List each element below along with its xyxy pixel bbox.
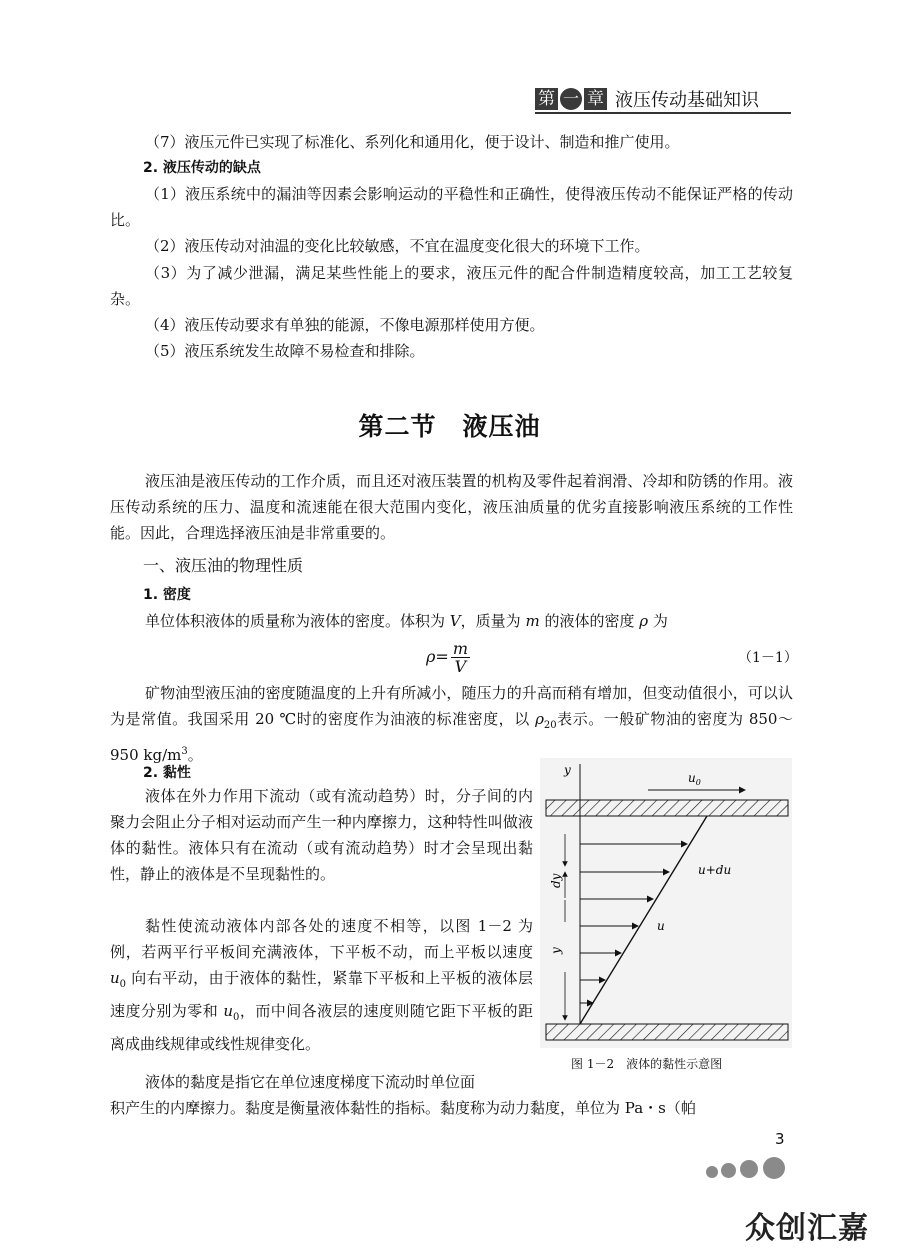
chapter-title: 液压传动基础知识 — [615, 90, 759, 111]
viscosity-paragraph-3-line-2: 积产生的内摩擦力。黏度是衡量液体黏性的指标。黏度称为动力黏度，单位为 Pa・s（帕 — [110, 1099, 696, 1117]
lower-plate — [546, 1024, 788, 1040]
equation-number: （1－1） — [738, 650, 798, 666]
disadvantage-item-5: （5）液压系统发生故障不易检查和排除。 — [145, 342, 425, 360]
dot-decoration — [763, 1157, 785, 1179]
density-paragraph: 矿物油型液压油的密度随温度的上升有所减小，随压力的升高而稍有增加，但变动值很小，可以认为是常值。我国采用 20 ℃时的密度作为油液的标准密度，以 $\rho_{20}$表示。一般矿物油的密度为 850～950 $kg/m^3$。 — [110, 684, 793, 764]
viscosity-paragraph-3-line-1: 液体的黏度是指它在单位速度梯度下流动时单位面 — [145, 1073, 476, 1091]
dot-decoration — [740, 1160, 758, 1178]
page-number: 3 — [775, 1130, 785, 1148]
chapter-char-2: 章 — [584, 88, 607, 110]
disadvantage-item-4: （4）液压传动要求有单独的能源，不像电源那样使用方便。 — [145, 316, 545, 334]
watermark-logo: 众创汇嘉 — [745, 1211, 869, 1246]
viscosity-paragraph-2: 黏性使流动液体内部各处的速度不相等，以图 1－2 为例，若两平行平板间充满液体，下平板不动，而上平板以速度 $u_0$ 向右平动，由于液体的黏性，紧靠下平板和上平板的液体层速度分别为零和 $u_0$，而中间各液层的速度则随它距下平板的距离成曲线规律或线性规律变化。 — [110, 917, 533, 1053]
figure-caption: 图 1－2 液体的黏性示意图 — [571, 1057, 723, 1071]
disadvantage-item-3: （3）为了减少泄漏，满足某些性能上的要求，液压元件的配合件制造精度较高，加工工艺较复杂。 — [110, 264, 793, 308]
dot-decoration — [706, 1166, 718, 1178]
u-plus-du-label: u+du — [698, 863, 732, 877]
u-label: u — [657, 919, 665, 933]
chapter-number: 一 — [560, 88, 582, 110]
intro-paragraph: 液压油是液压传动的工作介质，而且还对液压装置的机构及零件起着润滑、冷却和防锈的作用。液压传动系统的压力、温度和流速能在很大范围内变化，液压油质量的优劣直接影响液压系统的工作性能。因此，合理选择液压油是非常重要的。 — [110, 472, 793, 542]
viscosity-diagram — [540, 758, 792, 1048]
disadvantage-item-2: （2）液压传动对油温的变化比较敏感，不宜在温度变化很大的环境下工作。 — [145, 237, 650, 255]
chapter-header — [535, 86, 759, 112]
y-label: y — [549, 947, 563, 954]
density-definition: 单位体积液体的质量称为液体的密度。体积为 V，质量为 m 的液体的密度 ρ 为 — [145, 612, 668, 630]
dy-label: dy — [549, 873, 563, 888]
y-axis-label: y — [564, 763, 571, 777]
chapter-char-1: 第 — [535, 88, 558, 110]
disadvantage-item-1: （1）液压系统中的漏油等因素会影响运动的平稳性和正确性，使得液压传动不能保证严格的传动比。 — [110, 185, 793, 229]
dot-decoration — [721, 1163, 736, 1178]
header-rule — [535, 112, 791, 114]
subsection-heading: 一、液压油的物理性质 — [143, 556, 304, 575]
viscosity-heading: 2. 黏性 — [143, 765, 191, 781]
density-heading: 1. 密度 — [143, 587, 191, 603]
disadvantages-heading: 2. 液压传动的缺点 — [143, 160, 261, 176]
density-formula: ρ= $\frac{m}{V}$ — [426, 639, 468, 676]
u0-label: $u_0$ — [688, 771, 701, 787]
advantage-item-7: （7）液压元件已实现了标准化、系列化和通用化，便于设计、制造和推广使用。 — [145, 133, 680, 151]
upper-plate — [546, 800, 788, 816]
section-title: 第二节 液压油 — [358, 412, 541, 441]
viscosity-paragraph-1: 液体在外力作用下流动（或有流动趋势）时，分子间的内聚力会阻止分子相对运动而产生一种内摩擦力，这种特性叫做液体的黏性。液体只有在流动（或有流动趋势）时才会呈现出黏性，静止的液体是不呈现黏性的。 — [110, 787, 533, 883]
